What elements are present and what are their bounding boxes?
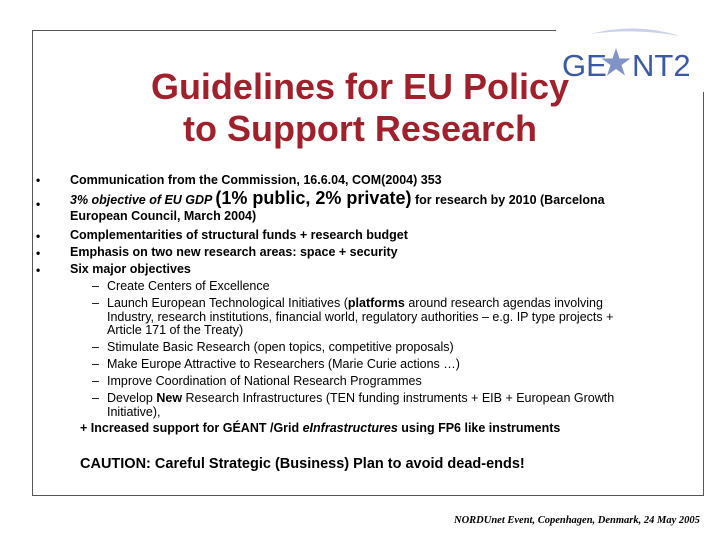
objective-infrastructures: Develop New Research Infrastructures (TEN funding instruments + EIB + European Growth bbox=[107, 391, 615, 405]
objective-infrastructures-line2: Initiative), bbox=[107, 405, 161, 419]
objective-attractive-europe: Make Europe Attractive to Researchers (Marie Curie actions …) bbox=[107, 357, 460, 371]
bullet-icon: • bbox=[36, 197, 41, 211]
bullet-icon: • bbox=[36, 229, 41, 243]
slide-title bbox=[60, 66, 660, 150]
increased-support: + Increased support for GÉANT /Grid eInfrastructures using FP6 like instruments bbox=[80, 421, 561, 435]
bullet-icon: • bbox=[36, 246, 41, 260]
bullet-gdp-continuation: European Council, March 2004) bbox=[70, 209, 257, 223]
logo-text-left: GE bbox=[562, 48, 607, 83]
logo-text-right: NT2 bbox=[632, 48, 691, 83]
dash-icon: – bbox=[92, 374, 99, 388]
bullet-icon: • bbox=[36, 173, 41, 187]
caution-note: CAUTION: Careful Strategic (Business) Plan to avoid dead-ends! bbox=[80, 456, 525, 472]
dash-icon: – bbox=[92, 279, 99, 293]
footer-event: NORDUnet Event, Copenhagen, Denmark, 24 May 2005 bbox=[454, 515, 700, 526]
gdp-shares: (1% public, 2% private) bbox=[215, 188, 412, 208]
title-line-1: Guidelines for EU Policy bbox=[150, 66, 570, 107]
platforms-word: platforms bbox=[347, 296, 405, 310]
objective-technological-initiatives: Launch European Technological Initiatives (platforms around research agendas involving bbox=[107, 296, 603, 310]
objective-basic-research: Stimulate Basic Research (open topics, competitive proposals) bbox=[107, 340, 454, 354]
title-line-2: to Support Research bbox=[182, 108, 538, 149]
bullet-communication: Communication from the Commission, 16.6.04, COM(2004) 353 bbox=[70, 173, 442, 187]
bullet-six-objectives: Six major objectives bbox=[70, 262, 191, 276]
objective-centers: Create Centers of Excellence bbox=[107, 279, 270, 293]
dash-icon: – bbox=[92, 391, 99, 405]
objective-technological-line2: Industry, research institutions, financial world, regulatory authorities – e.g. IP type projects + bbox=[107, 310, 614, 324]
new-word: New bbox=[156, 391, 183, 405]
einfrastructures-word: eInfrastructures bbox=[302, 421, 398, 435]
dash-icon: – bbox=[92, 296, 99, 310]
bullet-icon: • bbox=[36, 263, 41, 277]
bullet-gdp-objective bbox=[70, 190, 605, 209]
bullet-research-areas: Emphasis on two new research areas: space + security bbox=[70, 245, 398, 259]
objective-coordination: Improve Coordination of National Research Programmes bbox=[107, 374, 422, 388]
bullet-structural-funds: Complementarities of structural funds + research budget bbox=[70, 228, 408, 242]
gdp-pre: 3% objective of EU GDP bbox=[70, 193, 216, 207]
objective-technological-line3: Article 171 of the Treaty) bbox=[107, 323, 244, 337]
dash-icon: – bbox=[92, 340, 99, 354]
gdp-post: for research by 2010 (Barcelona bbox=[411, 193, 605, 207]
dash-icon: – bbox=[92, 357, 99, 371]
